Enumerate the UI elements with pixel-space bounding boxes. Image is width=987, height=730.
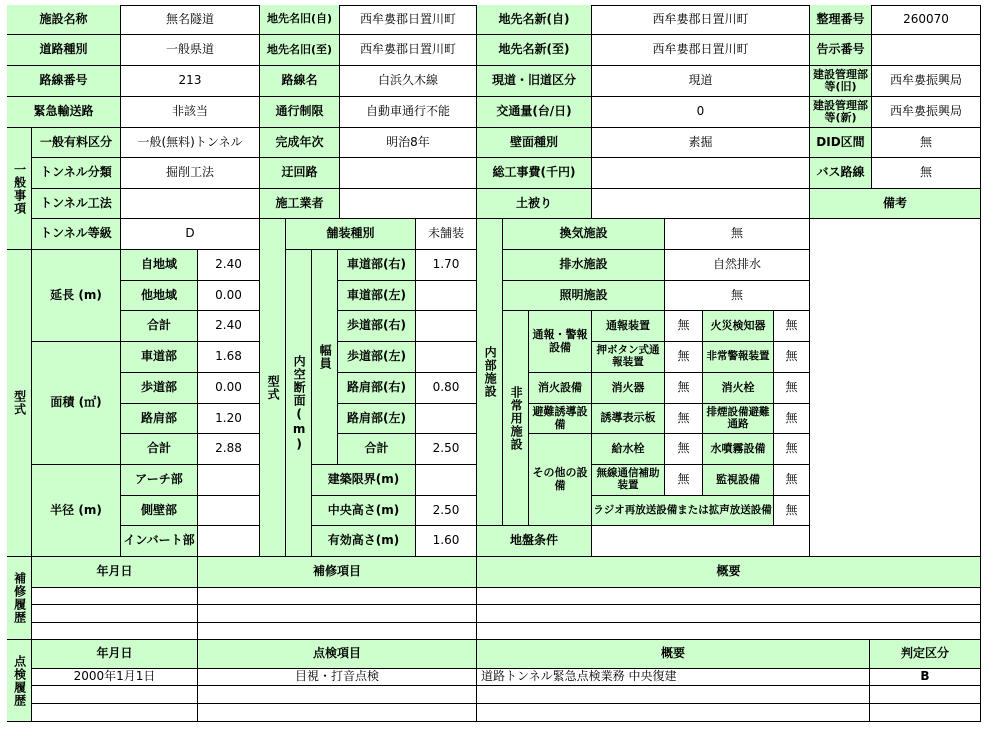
- effective-height-label: 有効高さ(m): [312, 526, 416, 557]
- radius-arch-value: [198, 465, 260, 496]
- bus-route-value: 無: [872, 158, 981, 189]
- repair-date-cell: [32, 605, 198, 623]
- length-label: 延長 (m): [32, 250, 121, 342]
- location-new-to-value: 西牟婁郡日置川町: [592, 35, 810, 66]
- contractor-label: 施工業者: [260, 189, 340, 219]
- radio-aux-value: 無: [665, 465, 703, 496]
- area-total-value: 2.88: [198, 434, 260, 465]
- shoulder-left-label: 路肩部(左): [338, 404, 416, 434]
- location-to-value: 西牟婁郡日置川町: [340, 35, 477, 66]
- ground-condition-value: [592, 526, 810, 557]
- roadway-left-label: 車道部(左): [338, 281, 416, 311]
- effective-height-value: 1.60: [416, 526, 477, 557]
- area-shoulder-value: 1.20: [198, 404, 260, 434]
- sidewalk-right-value: [416, 311, 477, 342]
- location-new-from-label: 地先名新(自): [477, 5, 592, 35]
- radio-rebroadcast-value: 無: [774, 496, 810, 526]
- radius-invert-value: [198, 526, 260, 557]
- water-spray-label: 水噴霧設備: [703, 434, 774, 465]
- location-from-label: 地先名旧(自): [260, 5, 340, 35]
- ventilation-value: 無: [665, 219, 810, 250]
- traffic-restriction-value: 自動車通行不能: [340, 97, 477, 128]
- extinguisher-value: 無: [665, 373, 703, 404]
- shoulder-right-label: 路肩部(右): [338, 373, 416, 404]
- road-type-label: 道路種別: [7, 35, 121, 66]
- shoulder-right-value: 0.80: [416, 373, 477, 404]
- location-new-from-value: 西牟婁郡日置川町: [592, 5, 810, 35]
- detour-label: 迂回路: [260, 158, 340, 189]
- length-other-label: 他地域: [121, 281, 198, 311]
- length-own-label: 自地域: [121, 250, 198, 281]
- drainage-label: 排水施設: [503, 250, 665, 281]
- water-spray-value: 無: [774, 434, 810, 465]
- route-no-label: 路線番号: [7, 66, 121, 97]
- inspection-history-label: 点検履歴: [7, 640, 32, 722]
- width-total-value: 2.50: [416, 434, 477, 465]
- report-device-label: 通報装置: [592, 311, 665, 342]
- repair-summary-header: 概要: [477, 557, 981, 588]
- width-total-label: 合計: [338, 434, 416, 465]
- tunnel-method-label: トンネル工法: [32, 189, 121, 219]
- tunnel-class-label: トンネル分類: [32, 158, 121, 189]
- admin-old-value: 西牟婁振興局: [872, 66, 981, 97]
- radio-rebroadcast-label: ラジオ再放送設備または拡声放送設備: [592, 496, 774, 526]
- area-sidewalk-value: 0.00: [198, 373, 260, 404]
- emergency-route-label: 緊急輸送路: [7, 97, 121, 128]
- bus-route-label: バス路線: [810, 158, 872, 189]
- lighting-value: 無: [665, 281, 810, 311]
- area-roadway-label: 車道部: [121, 342, 198, 373]
- did-area-label: DID区間: [810, 128, 872, 158]
- shoulder-left-value: [416, 404, 477, 434]
- inspection-date-cell: 2000年1月1日: [32, 669, 198, 686]
- route-name-value: 白浜久木線: [340, 66, 477, 97]
- internal-facilities-label: 内部施設: [477, 219, 503, 526]
- toll-class-label: 一般有料区分: [32, 128, 121, 158]
- admin-old-label: 建設管理部等(旧): [810, 66, 872, 97]
- inspection-summary-cell: [477, 704, 870, 722]
- inspection-date-cell: [32, 686, 198, 704]
- extinguisher-label: 消火器: [592, 373, 665, 404]
- serial-no-value: 260070: [872, 5, 981, 35]
- radius-invert-label: インバート部: [121, 526, 198, 557]
- area-sidewalk-label: 歩道部: [121, 373, 198, 404]
- traffic-restriction-label: 通行制限: [260, 97, 340, 128]
- current-old-value: 現道: [592, 66, 810, 97]
- repair-item-header: 補修項目: [198, 557, 477, 588]
- inspection-summary-cell: [477, 686, 870, 704]
- route-no-value: 213: [121, 66, 260, 97]
- completion-year-label: 完成年次: [260, 128, 340, 158]
- serial-no-label: 整理番号: [810, 5, 872, 35]
- judgment-cell: [870, 704, 981, 722]
- location-to-label: 地先名旧(至): [260, 35, 340, 66]
- wall-type-label: 壁面種別: [477, 128, 592, 158]
- repair-item-cell: [198, 605, 477, 623]
- did-area-value: 無: [872, 128, 981, 158]
- facility-name-value: 無名隧道: [121, 5, 260, 35]
- smoke-exhaust-label: 排煙設備避難通路: [703, 404, 774, 434]
- lighting-label: 照明施設: [503, 281, 665, 311]
- sidewalk-left-label: 歩道部(左): [338, 342, 416, 373]
- type-col-label: 型式: [260, 219, 286, 557]
- inspection-item-cell: [198, 704, 477, 722]
- toll-class-value: 一般(無料)トンネル: [121, 128, 260, 158]
- inspection-summary-header: 概要: [477, 640, 870, 669]
- repair-history-label: 補修履歴: [7, 557, 32, 640]
- traffic-volume-value: 0: [592, 97, 810, 128]
- clearance-value: [416, 465, 477, 496]
- area-roadway-value: 1.68: [198, 342, 260, 373]
- repair-summary-cell: [477, 588, 981, 605]
- tunnel-grade-label: トンネル等級: [32, 219, 121, 250]
- area-label: 面積 (㎡): [32, 342, 121, 465]
- roadway-right-label: 車道部(右): [338, 250, 416, 281]
- center-height-value: 2.50: [416, 496, 477, 526]
- guide-board-label: 誘導表示板: [592, 404, 665, 434]
- repair-summary-cell: [477, 623, 981, 640]
- push-button-value: 無: [665, 342, 703, 373]
- smoke-exhaust-value: 無: [774, 404, 810, 434]
- repair-date-cell: [32, 623, 198, 640]
- monitoring-label: 監視設備: [703, 465, 774, 496]
- traffic-volume-label: 交通量(台/日): [477, 97, 592, 128]
- ground-condition-label: 地盤条件: [477, 526, 592, 557]
- report-device-value: 無: [665, 311, 703, 342]
- detour-value: [340, 158, 477, 189]
- emergency-facilities-label: 非常用施設: [503, 311, 529, 526]
- evacuation-label: 避難誘導設備: [529, 404, 592, 434]
- notice-no-label: 告示番号: [810, 35, 872, 66]
- radius-sidewall-value: [198, 496, 260, 526]
- inspection-item-header: 点検項目: [198, 640, 477, 669]
- roadway-right-value: 1.70: [416, 250, 477, 281]
- emergency-alarm-label: 非常警報装置: [703, 342, 774, 373]
- repair-date-cell: [32, 588, 198, 605]
- judgment-cell: B: [870, 669, 981, 686]
- hydrant-value: 無: [774, 373, 810, 404]
- radius-sidewall-label: 側壁部: [121, 496, 198, 526]
- length-total-label: 合計: [121, 311, 198, 342]
- fire-detector-value: 無: [774, 311, 810, 342]
- monitoring-value: 無: [774, 465, 810, 496]
- push-button-label: 押ボタン式通報装置: [592, 342, 665, 373]
- remarks-value: [810, 219, 981, 557]
- sidewalk-left-value: [416, 342, 477, 373]
- repair-summary-cell: [477, 605, 981, 623]
- roadway-left-value: [416, 281, 477, 311]
- inspection-date-header: 年月日: [32, 640, 198, 669]
- wall-type-value: 素掘: [592, 128, 810, 158]
- tunnel-class-value: 掘削工法: [121, 158, 260, 189]
- general-section-label: 一般事項: [7, 128, 32, 250]
- ventilation-label: 換気施設: [503, 219, 665, 250]
- hydrant-label: 消火栓: [703, 373, 774, 404]
- inspection-date-cell: [32, 704, 198, 722]
- current-old-label: 現道・旧道区分: [477, 66, 592, 97]
- tunnel-method-value: [121, 189, 260, 219]
- guide-board-value: 無: [665, 404, 703, 434]
- width-label: 幅員: [312, 250, 338, 465]
- repair-date-header: 年月日: [32, 557, 198, 588]
- length-other-value: 0.00: [198, 281, 260, 311]
- inspection-summary-cell: 道路トンネル緊急点検業務 中央復建: [477, 669, 870, 686]
- other-equipment-label: その他の設備: [529, 434, 592, 526]
- inner-section-label: 内空断面(m): [286, 250, 312, 557]
- location-new-to-label: 地先名新(至): [477, 35, 592, 66]
- fire-detector-label: 火災検知器: [703, 311, 774, 342]
- sidewalk-right-label: 歩道部(右): [338, 311, 416, 342]
- admin-new-value: 西牟婁振興局: [872, 97, 981, 128]
- alarm-equipment-label: 通報・警報設備: [529, 311, 592, 373]
- route-name-label: 路線名: [260, 66, 340, 97]
- overburden-value: [592, 189, 810, 219]
- area-total-label: 合計: [121, 434, 198, 465]
- remarks-label: 備考: [810, 189, 981, 219]
- length-own-value: 2.40: [198, 250, 260, 281]
- pavement-type-label: 舗装種別: [286, 219, 416, 250]
- center-height-label: 中央高さ(m): [312, 496, 416, 526]
- location-from-value: 西牟婁郡日置川町: [340, 5, 477, 35]
- radio-aux-label: 無線通信補助装置: [592, 465, 665, 496]
- notice-no-value: [872, 35, 981, 66]
- contractor-value: [340, 189, 477, 219]
- emergency-route-value: 非該当: [121, 97, 260, 128]
- area-shoulder-label: 路肩部: [121, 404, 198, 434]
- pavement-type-value: 未舗装: [416, 219, 477, 250]
- length-total-value: 2.40: [198, 311, 260, 342]
- clearance-label: 建築限界(m): [312, 465, 416, 496]
- total-cost-value: [592, 158, 810, 189]
- type-section-label: 型式: [7, 250, 32, 557]
- road-type-value: 一般県道: [121, 35, 260, 66]
- emergency-alarm-value: 無: [774, 342, 810, 373]
- repair-item-cell: [198, 623, 477, 640]
- repair-item-cell: [198, 588, 477, 605]
- admin-new-label: 建設管理部等(新): [810, 97, 872, 128]
- fire-fighting-label: 消火設備: [529, 373, 592, 404]
- water-tap-label: 給水栓: [592, 434, 665, 465]
- radius-label: 半径 (m): [32, 465, 121, 557]
- radius-arch-label: アーチ部: [121, 465, 198, 496]
- judgment-cell: [870, 686, 981, 704]
- water-tap-value: 無: [665, 434, 703, 465]
- tunnel-grade-value: D: [121, 219, 260, 250]
- overburden-label: 土被り: [477, 189, 592, 219]
- drainage-value: 自然排水: [665, 250, 810, 281]
- inspection-item-cell: 目視・打音点検: [198, 669, 477, 686]
- judgment-header: 判定区分: [870, 640, 981, 669]
- facility-name-label: 施設名称: [7, 5, 121, 35]
- completion-year-value: 明治8年: [340, 128, 477, 158]
- total-cost-label: 総工事費(千円): [477, 158, 592, 189]
- inspection-item-cell: [198, 686, 477, 704]
